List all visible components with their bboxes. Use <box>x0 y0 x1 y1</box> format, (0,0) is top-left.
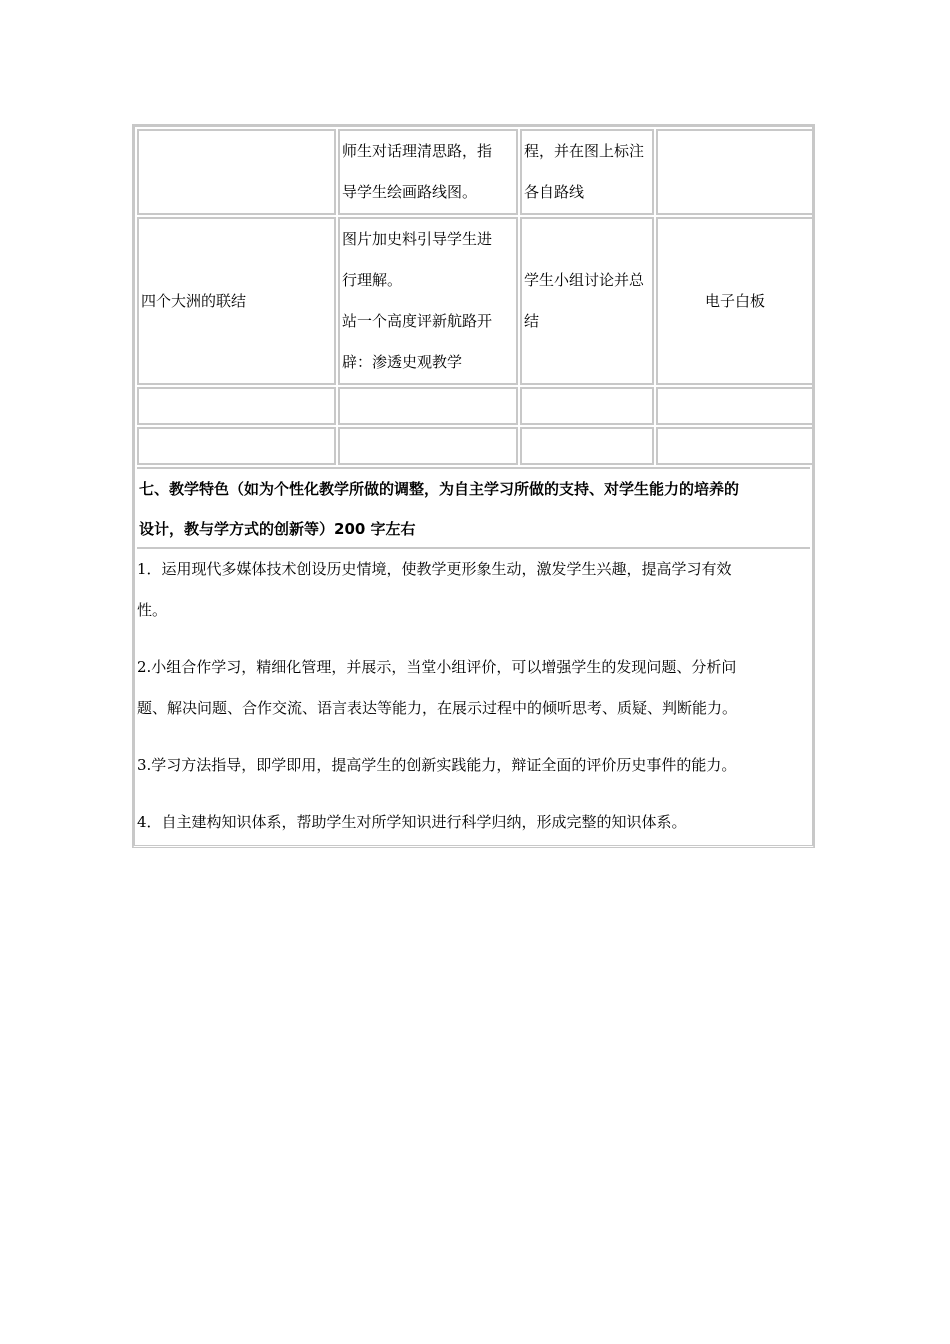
cell-line: 站一个高度评新航路开 <box>342 312 493 330</box>
teacher-activity-cell <box>338 217 518 385</box>
table-cell <box>520 387 654 425</box>
feature-line: 题、解决问题、合作交流、语言表达等能力，在展示过程中的倾听思考、质疑、判断能力。 <box>137 699 738 717</box>
heading-line: 七、教学特色（如为个性化教学所做的调整，为自主学习所做的支持、对学生能力的培养的 <box>139 480 740 498</box>
teacher-activity-cell <box>338 129 518 215</box>
table-cell <box>656 129 814 215</box>
feature-line: 4．自主建构知识体系，帮助学生对所学知识进行科学归纳，形成完整的知识体系。 <box>137 813 687 831</box>
feature-item <box>137 745 810 786</box>
feature-item <box>137 549 810 631</box>
cell-line: 学生小组讨论并总 <box>524 271 645 289</box>
student-activity-cell <box>520 217 654 385</box>
feature-line: 性。 <box>137 601 168 619</box>
table-cell <box>137 387 336 425</box>
student-activity-cell <box>520 129 654 215</box>
table-row <box>137 387 814 425</box>
cell-line: 结 <box>524 312 540 330</box>
table-cell <box>520 427 654 465</box>
section-heading <box>137 467 810 549</box>
feature-item <box>137 647 810 729</box>
topic-cell: 四个大洲的联结 <box>137 217 336 385</box>
cell-line: 程，并在图上标注 <box>524 142 645 160</box>
table-row <box>137 427 814 465</box>
feature-line: 2.小组合作学习，精细化管理，并展示，当堂小组评价，可以增强学生的发现问题、分析问 <box>137 658 737 676</box>
table-cell <box>137 129 336 215</box>
table-cell <box>656 387 814 425</box>
cell-line: 图片加史料引导学生进 <box>342 230 493 248</box>
cell-line: 行理解。 <box>342 271 403 289</box>
table-cell <box>137 427 336 465</box>
cell-line: 辟：渗透史观教学 <box>342 353 463 371</box>
heading-line: 设计，教与学方式的创新等）200 字左右 <box>139 520 416 538</box>
table-cell <box>338 427 518 465</box>
teaching-features <box>135 549 812 843</box>
feature-line: 1．运用现代多媒体技术创设历史情境，使教学更形象生动，激发学生兴趣，提高学习有效 <box>137 560 732 578</box>
table-cell <box>656 427 814 465</box>
cell-line: 导学生绘画路线图。 <box>342 183 478 201</box>
activity-table <box>135 127 816 467</box>
lesson-plan-sheet <box>132 124 815 848</box>
table-row <box>137 217 814 385</box>
table-row <box>137 129 814 215</box>
media-cell: 电子白板 <box>656 217 814 385</box>
feature-item <box>137 802 810 843</box>
cell-line: 各自路线 <box>524 183 585 201</box>
feature-line: 3.学习方法指导，即学即用，提高学生的创新实践能力，辩证全面的评价历史事件的能力。 <box>137 756 737 774</box>
table-cell <box>338 387 518 425</box>
cell-line: 师生对话理清思路，指 <box>342 142 493 160</box>
